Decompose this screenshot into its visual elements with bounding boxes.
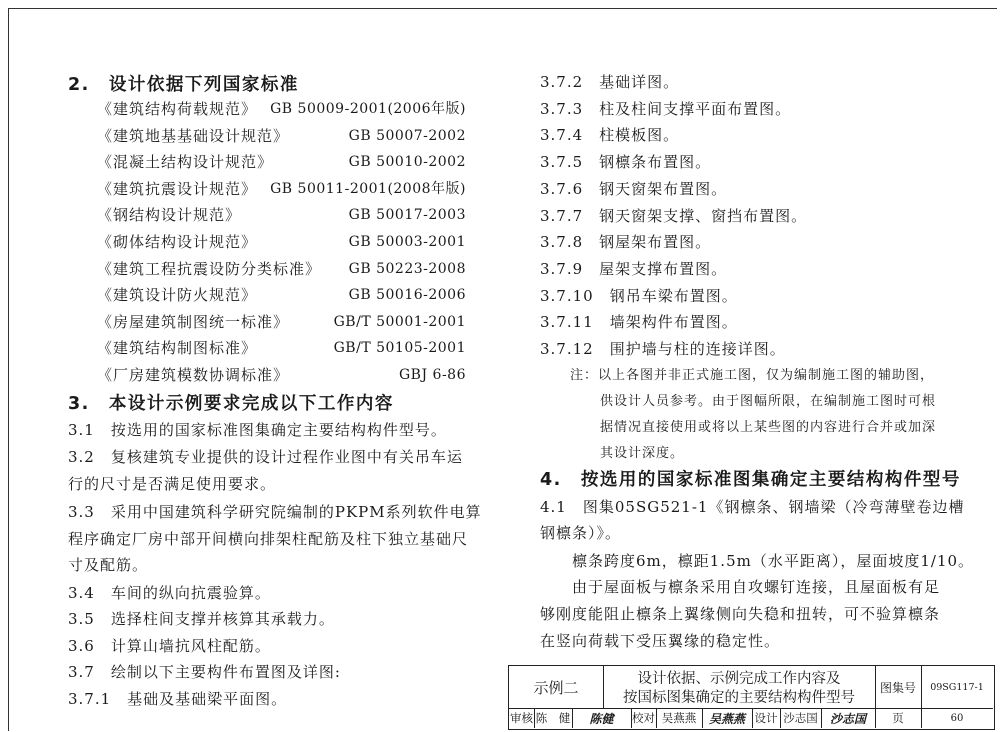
- title-block: [508, 665, 995, 730]
- standard-code: GB 50007-2002: [348, 127, 466, 144]
- standard-code: GBJ 6-86: [399, 367, 466, 383]
- section-4-line: 在竖向荷载下受压翼缘的稳定性。: [540, 632, 781, 650]
- standard-code: GB/T 50105-2001: [333, 340, 466, 357]
- standard-name: 《建筑设计防火规范》: [97, 286, 258, 305]
- page-label: 页: [892, 711, 904, 725]
- standard-name: 《建筑结构荷载规范》: [97, 100, 258, 118]
- design-label: 设计: [754, 711, 778, 725]
- drawing-title-line-2: 按国标图集确定的主要结构构件型号: [623, 689, 855, 706]
- section-3-line: 行的尺寸是否满足使用要求。: [68, 475, 277, 493]
- section-3-line: 3.4 车间的纵向抗震验算。: [68, 584, 271, 602]
- reviewer-name: 陈 健: [535, 711, 571, 725]
- atlas-number: 09SG117-1: [930, 681, 984, 693]
- standard-name: 《建筑地基基础设计规范》: [97, 126, 290, 145]
- section-3-line: 3.2 复核建筑专业提供的设计过程作业图中有关吊车运: [68, 448, 463, 466]
- drawing-list-item: 3.7.2 基础详图。: [540, 73, 680, 91]
- section-3-line: 3.7 绘制以下主要构件布置图及详图:: [68, 663, 341, 681]
- section-3-line: 程序确定厂房中部开间横向排架柱配筋及柱下独立基础尺: [68, 530, 469, 548]
- drawing-list-item: 3.7.11 墙架构件布置图。: [540, 313, 738, 332]
- drawing-list-item: 3.7.6 钢天窗架布置图。: [540, 179, 728, 198]
- example-label: 示例二: [533, 678, 579, 697]
- reviewer-signature: 陈健: [589, 711, 614, 726]
- section-3-heading: 3. 本设计示例要求完成以下工作内容: [68, 394, 394, 414]
- section-2-heading: 2. 设计依据下列国家标准: [68, 75, 299, 95]
- designer-signature: 沙志国: [829, 711, 866, 726]
- standard-name: 《钢结构设计规范》: [97, 206, 242, 225]
- section-3-line: 3.1 按选用的国家标准图集确定主要结构构件型号。: [68, 421, 447, 439]
- standard-code: GB 50011-2001(2008年版): [270, 180, 466, 197]
- drawing-list-item: 3.7.8 钢屋架布置图。: [540, 233, 712, 252]
- standard-name: 《建筑抗震设计规范》: [97, 179, 258, 198]
- standard-name: 《建筑结构制图标准》: [97, 339, 258, 358]
- atlas-label: 图集号: [879, 680, 916, 695]
- check-label: 校对: [632, 711, 655, 725]
- drawing-list-item: 3.7.4 柱模板图。: [540, 126, 680, 145]
- drawing-list-item: 3.7.3 柱及柱间支撑平面布置图。: [540, 99, 792, 118]
- standard-code: GB 50223-2008: [348, 260, 466, 277]
- drawing-list-item: 3.7.5 钢檩条布置图。: [540, 153, 712, 172]
- section-4-line: 檩条跨度6m，檩距1.5m（水平距离），屋面坡度1/10。: [540, 552, 975, 570]
- note-line: 据情况直接使用或将以上某些图的内容进行合并或加深: [600, 420, 937, 435]
- standard-code: GB 50003-2001: [348, 234, 466, 250]
- standard-name: 《厂房建筑模数协调标准》: [97, 366, 290, 384]
- standard-code: GB 50016-2006: [348, 287, 466, 304]
- standard-name: 《混凝土结构设计规范》: [97, 153, 274, 172]
- standard-code: GB 50017-2003: [348, 207, 466, 224]
- section-3-line: 3.5 选择柱间支撑并核算其承载力。: [68, 610, 335, 628]
- section-4-line: 由于屋面板与檩条采用自攻螺钉连接，且屋面板有足: [540, 578, 941, 596]
- drawing-title-line-1: 设计依据、示例完成工作内容及: [637, 670, 841, 687]
- section-3-line: 3.3 采用中国建筑科学研究院编制的PKPM系列软件电算: [68, 503, 482, 521]
- drawing-list-item: 3.7.9 屋架支撑布置图。: [540, 259, 728, 278]
- standard-name: 《建筑工程抗震设防分类标准》: [97, 259, 322, 278]
- note-line: 注：以上各图并非正式施工图，仅为编制施工图的辅助图，: [570, 368, 935, 383]
- page-number: 60: [950, 712, 964, 724]
- standard-name: 《砌体结构设计规范》: [97, 233, 258, 251]
- section-4-line: 4.1 图集05SG521-1《钢檩条、钢墙梁（冷弯薄壁卷边槽: [540, 498, 965, 516]
- section-4-line: 够刚度能阻止檩条上翼缘侧向失稳和扭转，可不验算檩条: [540, 605, 941, 623]
- note-line: 其设计深度。: [600, 446, 685, 461]
- standard-name: 《房屋建筑制图统一标准》: [97, 312, 290, 331]
- checker-name: 吴燕燕: [661, 711, 697, 725]
- review-label: 审核: [510, 711, 533, 725]
- note-line: 供设计人员参考。由于图幅所限，在编制施工图时可根: [600, 394, 937, 409]
- section-4-heading: 4. 按选用的国家标准图集确定主要结构构件型号: [540, 470, 961, 490]
- drawing-list-item: 3.7.7 钢天窗架支撑、窗挡布置图。: [540, 206, 808, 225]
- checker-signature: 吴燕燕: [708, 711, 745, 726]
- drawing-list-item: 3.7.12 围护墙与柱的连接详图。: [540, 340, 786, 358]
- section-4-line: 钢檩条）》。: [540, 524, 622, 542]
- drawing-list-item: 3.7.10 钢吊车梁布置图。: [540, 286, 738, 305]
- section-3-line: 寸及配筋。: [68, 556, 149, 574]
- section-3-line: 3.6 计算山墙抗风柱配筋。: [68, 637, 271, 655]
- section-3-line: 3.7.1 基础及基础梁平面图。: [68, 690, 288, 708]
- designer-name: 沙志国: [783, 711, 818, 725]
- standard-code: GB 50010-2002: [348, 154, 466, 171]
- standard-code: GB 50009-2001(2006年版): [270, 101, 466, 117]
- standard-code: GB/T 50001-2001: [333, 313, 466, 330]
